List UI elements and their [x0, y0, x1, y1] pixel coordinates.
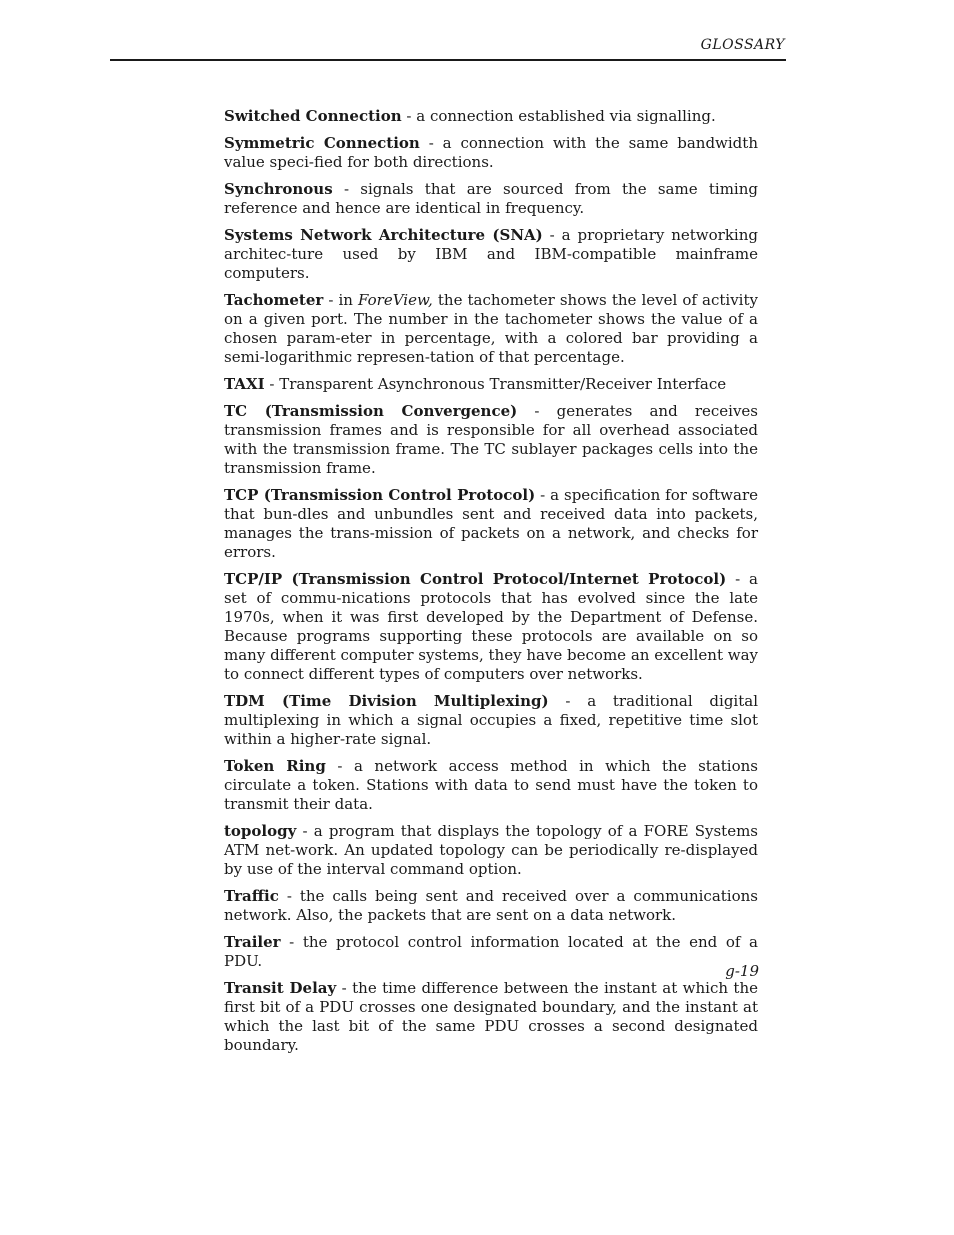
glossary-definition: - a traditional digital multiplexing in which a signal occupies a fixed, repetitive time slot within a higher-rate signal. — [224, 692, 758, 748]
glossary-entry — [224, 134, 758, 172]
glossary-entry — [224, 375, 758, 394]
glossary-entry — [224, 180, 758, 218]
glossary-definition: - a program that displays the topology of a FORE Systems ATM net-work. An updated topology can be periodically re-displayed by use of the interval command option. — [224, 822, 758, 878]
glossary-entry — [224, 291, 758, 367]
glossary-term: TC (Transmission Convergence) — [224, 402, 518, 420]
glossary-definition: - the time difference between the instant at which the first bit of a PDU crosses one designated boundary, and the instant at which the last bit of the same PDU crosses a second designated boundary. — [224, 979, 758, 1054]
glossary-entry — [224, 107, 758, 126]
glossary-definition: - the calls being sent and received over a communications network. Also, the packets that are sent on a data network. — [224, 887, 758, 924]
glossary-term: TCP (Transmission Control Protocol) — [224, 486, 536, 504]
glossary-definition: - a connection established via signalling. — [401, 107, 716, 125]
glossary-entry — [224, 933, 758, 971]
glossary-entry — [224, 402, 758, 478]
glossary-term: TCP/IP (Transmission Control Protocol/Internet Protocol) — [224, 570, 727, 588]
glossary-body — [224, 107, 758, 1063]
product-name: ForeView, — [358, 291, 433, 309]
glossary-term: Symmetric Connection — [224, 134, 420, 152]
glossary-definition: - generates and receives transmission frames and is responsible for all overhead associated with the transmission frame. The TC sublayer packages cells into the transmission frame. — [224, 402, 758, 477]
glossary-definition: - signals that are sourced from the same timing reference and hence are identical in frequency. — [224, 180, 758, 217]
glossary-entry — [224, 486, 758, 562]
glossary-definition: - a connection with the same bandwidth value speci-fied for both directions. — [224, 134, 758, 171]
glossary-term: Switched Connection — [224, 107, 402, 125]
glossary-entry — [224, 822, 758, 879]
glossary-definition: - Transparent Asynchronous Transmitter/Receiver Interface — [264, 375, 727, 393]
glossary-term: Systems Network Architecture (SNA) — [224, 226, 543, 244]
running-header: GLOSSARY — [700, 37, 785, 53]
glossary-definition: - the protocol control information located at the end of a PDU. — [224, 933, 758, 970]
glossary-entry — [224, 979, 758, 1055]
page-number: g-19 — [725, 962, 759, 980]
glossary-term: Traffic — [224, 887, 279, 905]
glossary-definition: - a set of commu-nications protocols that has evolved since the late 1970s, when it was first developed by the Department of Defense. Because programs supporting these protocols are available on so many different computer systems, they have become an excellent way to connect different types of computers over networks. — [224, 570, 758, 683]
glossary-term: Tachometer — [224, 291, 324, 309]
glossary-definition-cont: the tachometer shows the level of activity on a given port. The number in the tachometer shows the value of a chosen param-eter in percentage, with a colored bar providing a semi-logarithmic represen-tation of that percentage. — [224, 291, 758, 366]
glossary-term: Trailer — [224, 933, 281, 951]
header-rule — [110, 59, 786, 61]
glossary-definition: - a network access method in which the stations circulate a token. Stations with data to send must have the token to transmit their data. — [224, 757, 758, 813]
glossary-definition: - in — [323, 291, 359, 309]
glossary-term: Token Ring — [224, 757, 326, 775]
glossary-entry — [224, 757, 758, 814]
glossary-term: Synchronous — [224, 180, 333, 198]
glossary-entry — [224, 887, 758, 925]
glossary-entry — [224, 692, 758, 749]
glossary-entry — [224, 570, 758, 684]
glossary-term: Transit Delay — [224, 979, 337, 997]
glossary-definition: - a specification for software that bun-dles and unbundles sent and received data into packets, manages the trans-mission of packets on a network, and checks for errors. — [224, 486, 758, 561]
glossary-term: TAXI — [224, 375, 265, 393]
glossary-term: topology — [224, 822, 297, 840]
glossary-definition: - a proprietary networking architec-ture used by IBM and IBM-compatible mainframe computers. — [224, 226, 758, 282]
glossary-entry — [224, 226, 758, 283]
glossary-term: TDM (Time Division Multiplexing) — [224, 692, 549, 710]
